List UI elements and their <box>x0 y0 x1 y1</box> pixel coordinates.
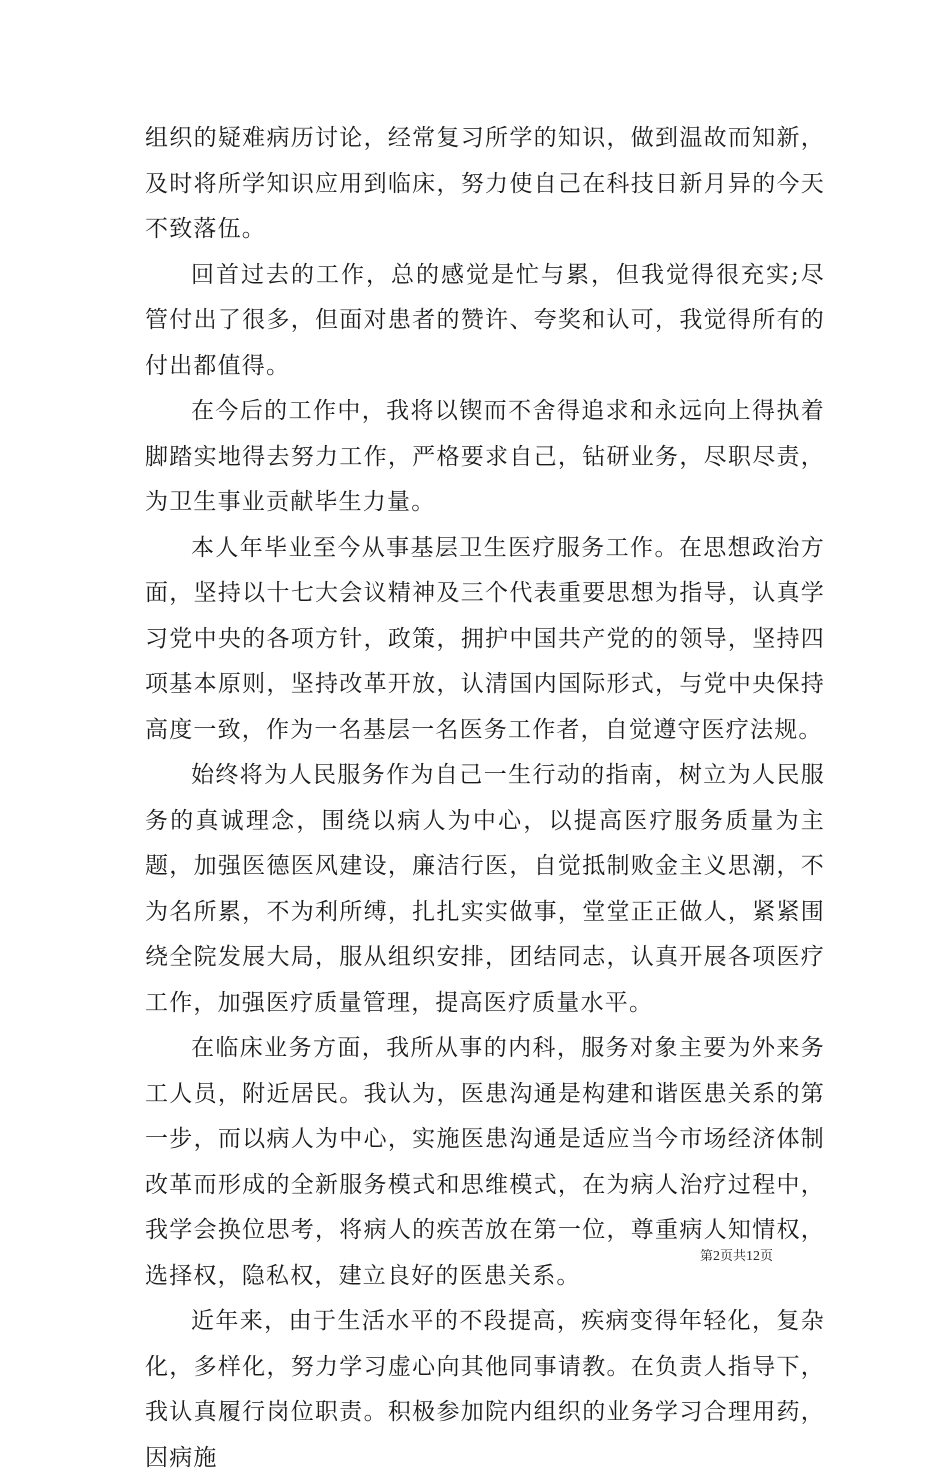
paragraph-5: 始终将为人民服务作为自己一生行动的指南，树立为人民服务的真诚理念，围绕以病人为中心，以提高医疗服务质量为主题，加强医德医风建设，廉洁行医，自觉抵制败金主义思潮，不为名所累，不为利所缚，扎扎实实做事，堂堂正正做人，紧紧围绕全院发展大局，服从组织安排，团结同志，认真开展各项医疗工作，加强医疗质量管理，提高医疗质量水平。 <box>145 762 825 1016</box>
paragraph-1: 组织的疑难病历讨论，经常复习所学的知识，做到温故而知新，及时将所学知识应用到临床，努力使自己在科技日新月异的今天不致落伍。 <box>145 125 825 242</box>
paragraph-6: 在临床业务方面，我所从事的内科，服务对象主要为外来务工人员，附近居民。我认为，医患沟通是构建和谐医患关系的第一步，而以病人为中心，实施医患沟通是适应当今市场经济体制改革而形成的全新服务模式和思维模式，在为病人治疗过程中，我学会换位思考，将病人的疾苦放在第一位，尊重病人知情权，选择权，隐私权，建立良好的医患关系。 <box>145 1035 825 1289</box>
footer-prefix: 第 <box>700 1249 714 1264</box>
footer-suffix: 页 <box>760 1249 774 1264</box>
paragraph-3: 在今后的工作中，我将以锲而不舍得追求和永远向上得执着脚踏实地得去努力工作，严格要求自己，钻研业务，尽职尽责，为卫生事业贡献毕生力量。 <box>145 398 825 515</box>
paragraph-2: 回首过去的工作，总的感觉是忙与累，但我觉得很充实;尽管付出了很多，但面对患者的赞许、夸奖和认可，我觉得所有的付出都值得。 <box>145 261 825 379</box>
footer-middle: 页共 <box>720 1249 747 1264</box>
footer-current-page: 2 <box>713 1249 721 1264</box>
document-body <box>145 116 825 1481</box>
paragraph-7: 近年来，由于生活水平的不段提高，疾病变得年轻化，复杂化，多样化，努力学习虚心向其他同事请教。在负责人指导下，我认真履行岗位职责。积极参加院内组织的业务学习合理用药，因病施 <box>145 1308 825 1471</box>
page-footer <box>700 1248 773 1266</box>
footer-total-pages: 12 <box>746 1249 761 1264</box>
paragraph-4: 本人年毕业至今从事基层卫生医疗服务工作。在思想政治方面，坚持以十七大会议精神及三个代表重要思想为指导，认真学习党中央的各项方针，政策，拥护中国共产党的的领导，坚持四项基本原则，坚持改革开放，认清国内国际形式，与党中央保持高度一致，作为一名基层一名医务工作者，自觉遵守医疗法规。 <box>145 534 825 743</box>
